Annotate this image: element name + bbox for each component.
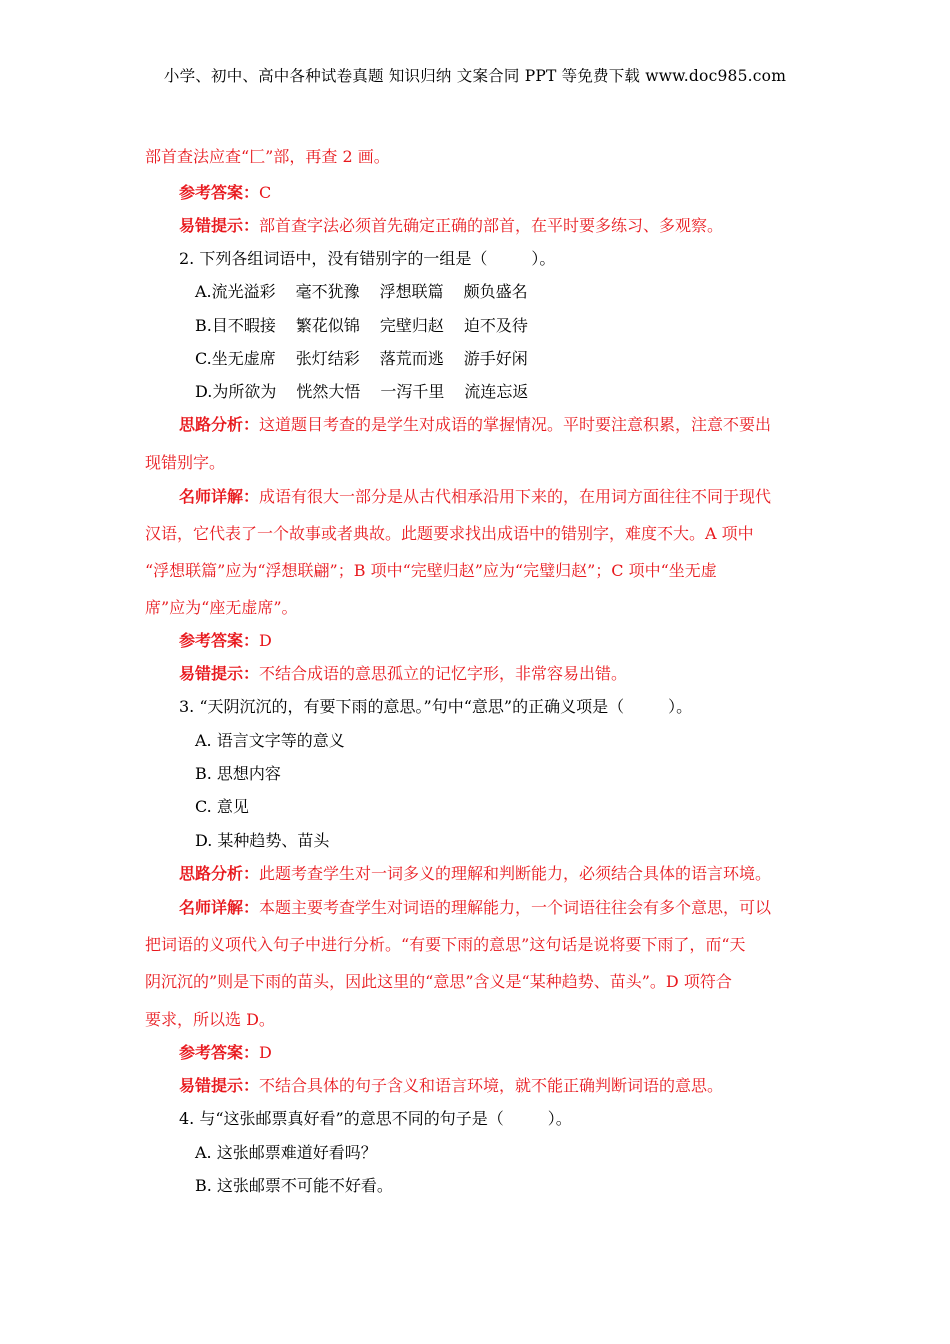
q1-answer [145, 183, 271, 203]
q3-stem-end: ）。 [668, 697, 693, 716]
q3-tip-label: 易错提示： [179, 1076, 260, 1095]
q2-option-d-prefix: D. [195, 382, 213, 401]
q2-option-b-word: 迫不及待 [463, 316, 528, 335]
q3-detail-text-2: 把词语的义项代入句子中进行分析。“有要下雨的意思”这句话是说将要下雨了，而“天 [145, 935, 746, 954]
q4-stem-end: ）。 [547, 1109, 572, 1128]
q2-option-d-word: 一泻千里 [380, 382, 445, 401]
page-header: 小学、初中、高中各种试卷真题 知识归纳 文案合同 PPT 等免费下载 www.doc985.com [163, 67, 787, 85]
q2-stem [145, 249, 555, 269]
q2-option-d-word: 为所欲为 [212, 382, 277, 401]
q2-option-c-word: 张灯结彩 [295, 349, 360, 368]
q1-tip [145, 216, 723, 236]
q2-option-c-prefix: C. [195, 349, 212, 368]
q2-option-a-prefix: A. [195, 282, 212, 301]
q2-option-b-prefix: B. [195, 316, 212, 335]
q2-option-a-word: 流光溢彩 [211, 282, 276, 301]
q2-detail-text-1: 成语有很大一部分是从古代相承沿用下来的，在用词方面往往不同于现代 [259, 487, 772, 506]
q4-stem [145, 1109, 572, 1129]
q2-tip [145, 664, 627, 684]
q2-detail-text-2: 汉语，它代表了一个故事或者典故。此题要求找出成语中的错别字，难度不大。A 项中 [145, 524, 754, 543]
q3-answer-value: D [259, 1043, 272, 1062]
q2-option-d [145, 382, 548, 402]
q1-tip-text: 部首查字法必须首先确定正确的部首，在平时要多练习、多观察。 [259, 216, 724, 235]
q2-analysis-label: 思路分析： [179, 415, 260, 434]
q2-option-b-word: 繁花似锦 [295, 316, 360, 335]
q2-option-c-word: 游手好闲 [463, 349, 528, 368]
q3-analysis [145, 864, 771, 884]
q3-answer-label: 参考答案： [179, 1043, 260, 1062]
q2-option-a-word: 颇负盛名 [463, 282, 528, 301]
q2-option-b [145, 316, 548, 336]
q2-option-c-word: 坐无虚席 [211, 349, 276, 368]
q4-stem-text: 4. 与“这张邮票真好看”的意思不同的句子是（ [179, 1109, 504, 1128]
q2-analysis-text-2: 现错别字。 [145, 453, 226, 472]
q1-continuation: 部首查法应查“匚”部，再查 2 画。 [145, 147, 390, 166]
q2-option-a [145, 282, 548, 302]
q2-option-d-word: 恍然大悟 [296, 382, 361, 401]
q3-analysis-label: 思路分析： [179, 864, 260, 883]
q3-tip [145, 1076, 723, 1096]
q2-answer-label: 参考答案： [179, 631, 260, 650]
q2-answer [145, 631, 272, 651]
q2-option-d-word: 流连忘返 [464, 382, 529, 401]
q4-option-b: B. 这张邮票不可能不好看。 [195, 1176, 393, 1195]
q2-tip-label: 易错提示： [179, 664, 260, 683]
q3-stem [145, 697, 692, 717]
q2-option-c-word: 落荒而逃 [379, 349, 444, 368]
q3-detail-text-1: 本题主要考查学生对词语的理解能力，一个词语往往会有多个意思，可以 [259, 898, 772, 917]
q3-answer [145, 1043, 272, 1063]
q3-detail [145, 898, 771, 918]
q3-tip-text: 不结合具体的句子含义和语言环境，就不能正确判断词语的意思。 [259, 1076, 724, 1095]
q4-option-a: A. 这张邮票难道好看吗？ [195, 1143, 377, 1162]
q2-detail-text-4: 席”应为“座无虚席”。 [145, 598, 298, 617]
q3-detail-label: 名师详解： [179, 898, 260, 917]
q3-option-c: C. 意见 [195, 797, 249, 816]
q2-detail [145, 487, 771, 507]
q2-option-a-word: 毫不犹豫 [295, 282, 360, 301]
q2-analysis [145, 415, 771, 435]
q1-tip-label: 易错提示： [179, 216, 260, 235]
q3-option-b: B. 思想内容 [195, 764, 281, 783]
q3-detail-text-4: 要求，所以选 D。 [145, 1010, 275, 1029]
q1-answer-value: C [259, 183, 272, 202]
q2-option-b-word: 目不暇接 [211, 316, 276, 335]
q2-option-a-word: 浮想联篇 [379, 282, 444, 301]
q3-option-a: A. 语言文字等的意义 [195, 731, 345, 750]
q3-option-d: D. 某种趋势、苗头 [195, 831, 330, 850]
q1-answer-label: 参考答案： [179, 183, 260, 202]
q3-detail-text-3: 阴沉沉的”则是下雨的苗头，因此这里的“意思”含义是“某种趋势、苗头”。D 项符合 [145, 972, 732, 991]
q2-tip-text: 不结合成语的意思孤立的记忆字形，非常容易出错。 [259, 664, 628, 683]
q3-stem-text: 3. “天阴沉沉的，有要下雨的意思。”句中“意思”的正确义项是（ [179, 697, 625, 716]
q2-detail-label: 名师详解： [179, 487, 260, 506]
q2-detail-text-3: “浮想联篇”应为“浮想联翩”；B 项中“完壁归赵”应为“完璧归赵”；C 项中“坐无虚 [145, 561, 717, 580]
q2-answer-value: D [259, 631, 272, 650]
q2-option-b-word: 完壁归赵 [379, 316, 444, 335]
q2-option-c [145, 349, 548, 369]
q2-stem-text: 2. 下列各组词语中，没有错别字的一组是（ [179, 249, 488, 268]
q2-analysis-text-1: 这道题目考查的是学生对成语的掌握情况。平时要注意积累，注意不要出 [259, 415, 772, 434]
q3-analysis-text: 此题考查学生对一词多义的理解和判断能力，必须结合具体的语言环境。 [259, 864, 772, 883]
q2-stem-end: ）。 [531, 249, 556, 268]
